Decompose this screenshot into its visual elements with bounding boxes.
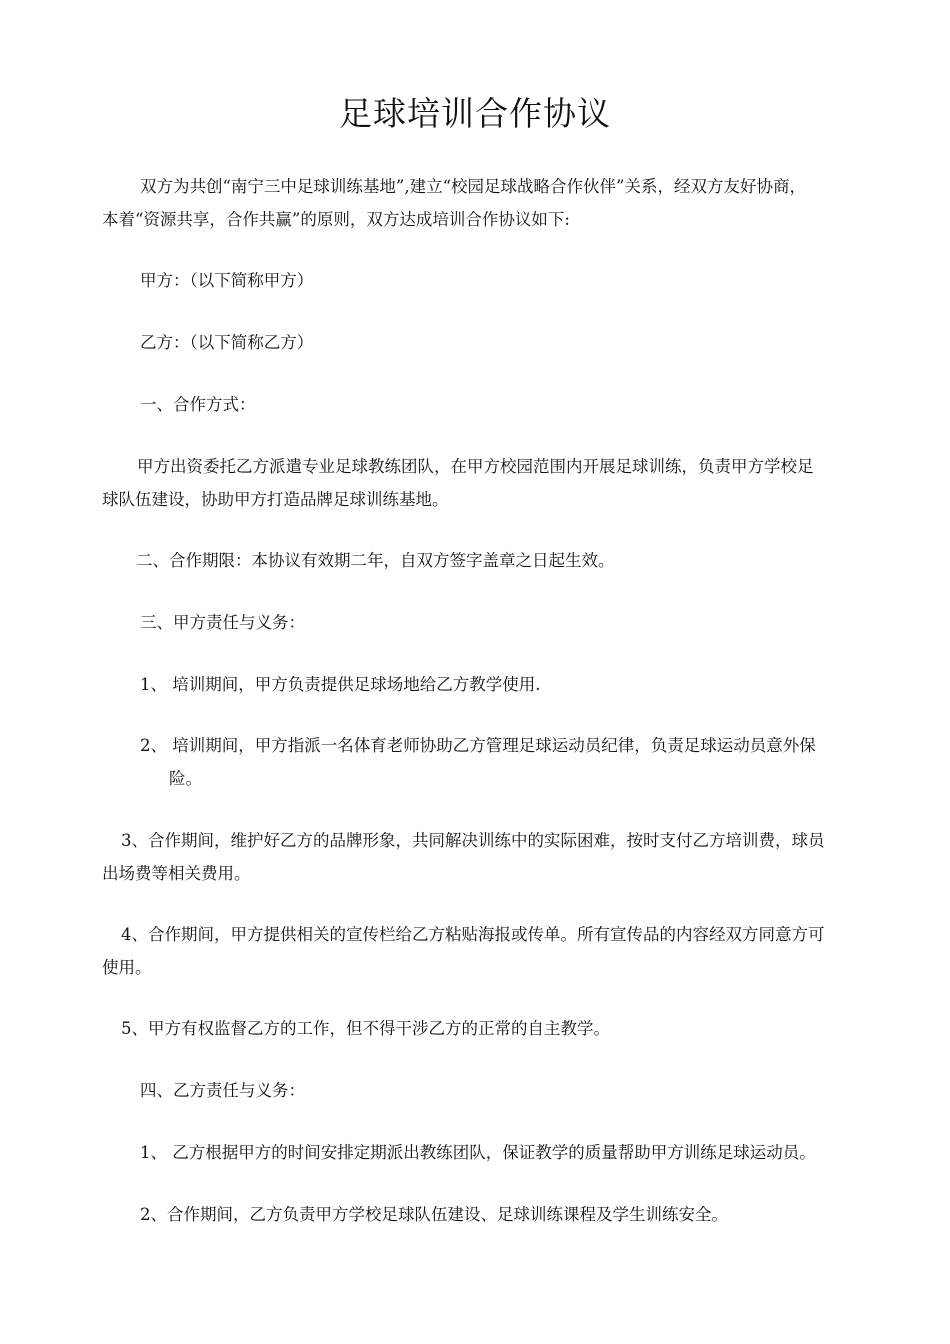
section-4-heading: 四、乙方责任与义务： (140, 1081, 305, 1100)
party-a-duty-3-line-1: 3、合作期间，维护好乙方的品牌形象，共同解决训练中的实际困难，按时支付乙方培训费，球员 (121, 831, 825, 850)
party-a-line: 甲方：（以下简称甲方） (140, 271, 314, 290)
party-a-duty-1: 1、 培训期间，甲方负责提供足球场地给乙方教学使用. (140, 675, 541, 694)
party-a-duty-3-line-2: 出场费等相关费用。 (102, 864, 251, 883)
document-title: 足球培训合作协议 (339, 94, 611, 133)
party-a-duty-4-line-2: 使用。 (102, 958, 152, 977)
party-b-duty-1: 1、 乙方根据甲方的时间安排定期派出教练团队，保证教学的质量帮助甲方训练足球运动员。 (140, 1143, 816, 1162)
section-2-heading: 二、合作期限：本协议有效期二年，自双方签字盖章之日起生效。 (136, 551, 615, 570)
party-a-duty-4-line-1: 4、合作期间，甲方提供相关的宣传栏给乙方粘贴海报或传单。所有宣传品的内容经双方同意方可 (121, 925, 825, 944)
party-b-line: 乙方：（以下简称乙方） (140, 333, 314, 352)
section-3-heading: 三、甲方责任与义务： (140, 613, 305, 632)
section-1-heading: 一、合作方式： (140, 395, 256, 414)
section-1-line-2: 球队伍建设，协助甲方打造品牌足球训练基地。 (102, 490, 449, 509)
party-a-duty-2-line-1: 2、 培训期间，甲方指派一名体育老师协助乙方管理足球运动员纪律，负责足球运动员意外保 (140, 736, 816, 755)
intro-line-2: 本着“资源共享，合作共赢”的原则，双方达成培训合作协议如下: (102, 210, 570, 229)
party-b-duty-2: 2、合作期间，乙方负责甲方学校足球队伍建设、足球训练课程及学生训练安全。 (140, 1205, 728, 1224)
party-a-duty-5: 5、甲方有权监督乙方的工作，但不得干涉乙方的正常的自主教学。 (121, 1019, 610, 1038)
party-a-duty-2-line-2: 险。 (169, 769, 202, 788)
intro-line-1: 双方为共创“南宁三中足球训练基地”,建立“校园足球战略合作伙伴”关系，经双方友好协商， (140, 177, 806, 196)
section-1-line-1: 甲方出资委托乙方派遣专业足球教练团队，在甲方校园范围内开展足球训练，负责甲方学校足 (137, 457, 814, 476)
